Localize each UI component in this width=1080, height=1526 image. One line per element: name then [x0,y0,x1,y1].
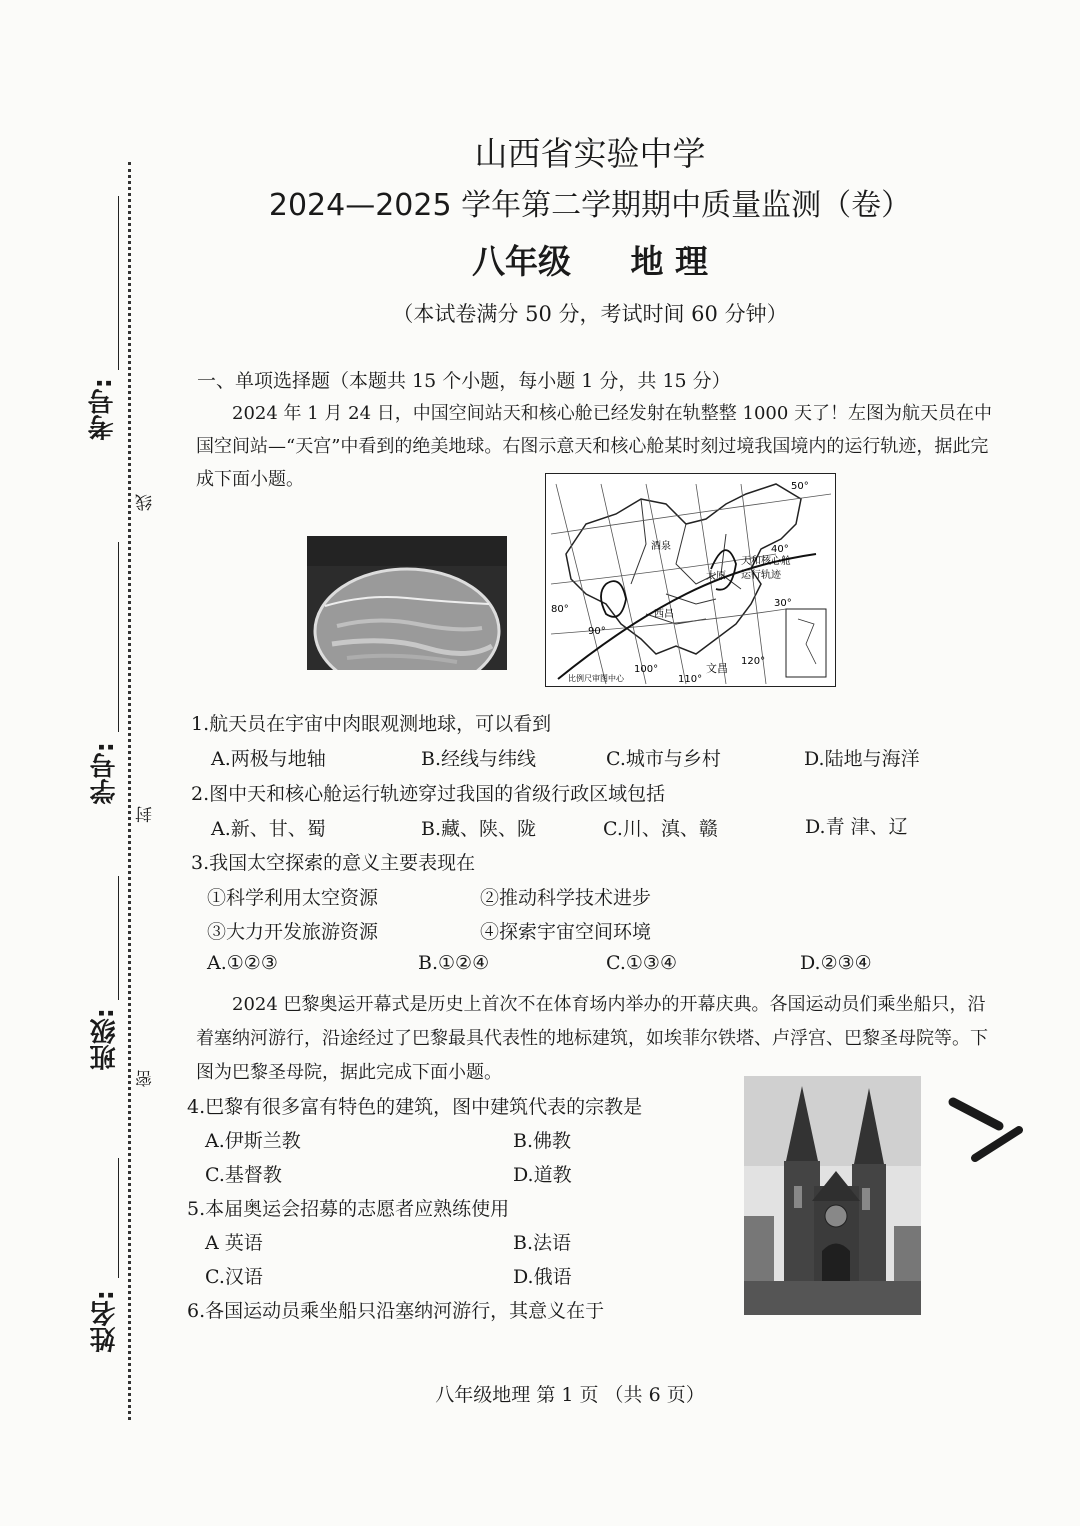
school-title: 山西省实验中学 [474,134,706,173]
name-label: 姓名: [90,1290,120,1353]
class-label: 班级: [90,1008,120,1071]
q4-option-a[interactable]: A.伊斯兰教 [205,1130,301,1152]
cathedral-svg [744,1076,921,1315]
earth-photo [307,536,507,670]
q3-item-3: ③大力开发旅游资源 [207,921,379,943]
q1-option-d[interactable]: D.陆地与海洋 [804,748,920,770]
q4-option-b[interactable]: B.佛教 [513,1130,572,1152]
exam-title: 2024—2025 学年第二学期期中质量监测（卷） [268,188,912,223]
binding-dotted-line [128,162,131,1420]
q3-option-b[interactable]: B.①②④ [418,952,490,974]
earth-photo-svg [307,536,507,670]
class-blank [118,876,119,1000]
q4-option-c[interactable]: C.基督教 [205,1164,282,1186]
q1-option-a[interactable]: A.两极与地轴 [211,748,326,770]
q3-option-c[interactable]: C.①③④ [606,952,677,974]
map-label-100: 100° [634,664,659,675]
q5-option-a[interactable]: A 英语 [205,1232,263,1254]
legend-line1: 天和核心舱 [741,556,791,567]
q5-option-c[interactable]: C.汉语 [205,1266,263,1288]
q2-option-c[interactable]: C.川、滇、赣 [603,818,718,840]
q3-option-a[interactable]: A.①②③ [207,952,278,974]
grade-label: 八年级 [472,242,571,281]
q3-item-1: ①科学利用太空资源 [207,887,379,909]
q4-stem: 4.巴黎有很多富有特色的建筑，图中建筑代表的宗教是 [187,1096,643,1118]
q5-stem: 5.本届奥运会招募的志愿者应熟练使用 [187,1198,510,1220]
line-char: 线 [136,494,156,511]
map-label-120: 120° [741,656,766,667]
student-no-blank [118,542,119,732]
q2-stem: 2.图中天和核心舱运行轨迹穿过我国的省级行政区域包括 [191,783,666,805]
q3-stem: 3.我国太空探索的意义主要表现在 [191,852,476,874]
section-title: 一、单项选择题（本题共 15 个小题，每小题 1 分，共 15 分） [197,370,731,392]
student-no-label: 学号: [90,742,120,805]
exam-info: （本试卷满分 50 分，考试时间 60 分钟） [392,302,788,326]
map-label-50: 50° [791,481,809,492]
q6-stem: 6.各国运动员乘坐船只沿塞纳河游行，其意义在于 [187,1300,605,1322]
q3-item-4: ④探索宇宙空间环境 [480,921,652,943]
q1-option-c[interactable]: C.城市与乡村 [606,748,721,770]
q1-option-b[interactable]: B.经线与纬线 [421,748,537,770]
notre-dame-photo [744,1076,921,1315]
map-label-90: 90° [588,626,606,637]
map-label-40: 40° [771,544,789,555]
subject-label: 地 理 [630,242,708,281]
q3-item-2: ②推动科学技术进步 [480,887,652,909]
q2-option-a[interactable]: A.新、甘、蜀 [211,818,326,840]
q2-option-d[interactable]: D.青 津、辽 [805,816,908,838]
map-label-30: 30° [774,598,792,609]
intro-paragraph-1: 2024 年 1 月 24 日，中国空间站天和核心舱已经发射在轨整整 1000 天了！左图为航天员在中国空间站—“天宫”中看到的绝美地球。右图示意天和核心舱某时刻过境我国境内的运行轨迹，据此完成下面小题。 [196,403,993,490]
secret-char: 密 [136,1070,156,1087]
q3-option-d[interactable]: D.②③④ [800,952,872,974]
city-wenchang: 文昌 [706,662,728,675]
grade-subject [0,236,1080,283]
intro-paragraph-2: 2024 巴黎奥运开幕式是历史上首次不在体育场内举办的开幕庆典。各国运动员们乘坐船只，沿着塞纳河游行，沿途经过了巴黎最具代表性的地标建筑，如埃菲尔铁塔、卢浮宫、巴黎圣母院等。下图为巴黎圣母院，据此完成下面小题。 [196,994,988,1083]
china-orbit-map [545,473,836,687]
city-jiuquan: 酒泉 [651,541,671,552]
map-label-80: 80° [551,604,569,615]
city-taiyuan: 太原 [706,571,726,582]
q1-stem: 1.航天员在宇宙中肉眼观测地球，可以看到 [191,713,552,735]
q5-option-b[interactable]: B.法语 [513,1232,572,1254]
q4-option-d[interactable]: D.道教 [513,1164,572,1186]
pen-scribble-marks [945,1088,1025,1168]
name-blank [118,1158,119,1278]
china-map-svg [546,474,835,686]
map-source: 比例尺审图中心 [568,674,624,683]
seal-char: 封 [136,806,156,823]
q2-option-b[interactable]: B.藏、陕、陇 [421,818,537,840]
city-xichang: 西昌 [654,609,674,620]
page-footer: 八年级地理 第 1 页 （共 6 页） [435,1384,705,1406]
map-label-110: 110° [678,674,703,685]
legend-line2: 运行轨迹 [741,570,781,581]
q5-option-d[interactable]: D.俄语 [513,1266,572,1288]
exam-no-label: 考号: [88,378,118,441]
